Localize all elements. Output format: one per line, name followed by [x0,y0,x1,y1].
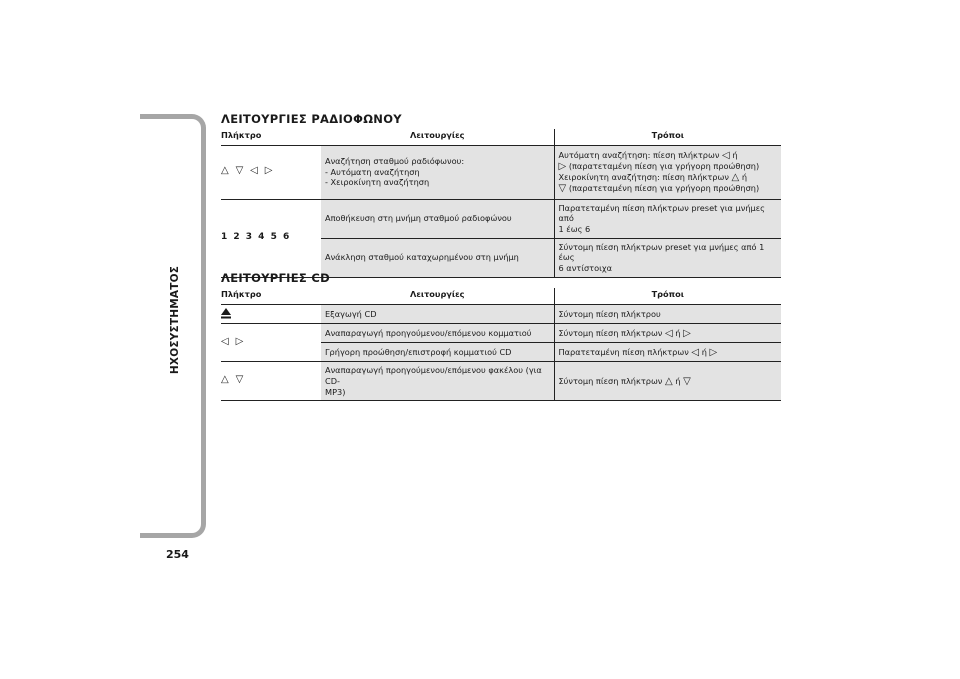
function-line: Αναπαραγωγή προηγούμενου/επόμενου φακέλου (για CD- [325,365,542,386]
down-arrow-icon: ▽ [235,374,244,386]
up-arrow-icon: △ [731,172,740,184]
key-cell [221,362,321,401]
left-arrow-icon: ◁ [221,336,229,347]
function-cell: Αποθήκευση στη μνήμη σταθμού ραδιοφώνου [321,199,554,238]
function-cell: Ανάκληση σταθμού καταχωρημένου στη μνήμη [321,238,554,277]
table-row [221,324,781,343]
radio-section-title: ΛΕΙΤΟΥΡΓΙΕΣ ΡΑΔΙΟΦΩΝΟΥ [221,112,402,126]
key-cell [221,324,321,362]
function-line: MP3) [325,386,346,397]
function-line: Αναζήτηση σταθμού ραδιόφωνου: [325,156,465,167]
table-row [221,199,781,238]
table-row [221,145,781,199]
mode-cell: Σύντομη πίεση πλήκτρου [554,304,781,324]
mode-line: 1 έως 6 [558,223,591,234]
header-mode: Τρόποι [554,288,781,304]
table-row [221,362,781,401]
mode-text: Χειροκίνητη αναζήτηση: πίεση πλήκτρων [558,172,729,183]
down-arrow-icon: ▽ [235,165,244,177]
right-arrow-icon: ▷ [683,327,691,339]
mode-text: Σύντομη πίεση πλήκτρων [558,375,663,386]
function-line: - Αυτόματη αναζήτηση [325,166,420,177]
down-arrow-icon: ▽ [558,183,567,195]
mode-text: Παρατεταμένη πίεση πλήκτρων [558,346,689,357]
eject-icon [221,308,231,319]
mode-text: ή [732,150,738,161]
function-cell: Αναπαραγωγή προηγούμενου/επόμενου κομματιού [321,324,554,343]
cd-table [221,288,781,401]
mode-cell [554,199,781,238]
mode-text: ή [741,172,748,183]
up-arrow-icon: △ [664,375,673,387]
left-arrow-icon: ◁ [722,150,730,162]
function-cell: Γρήγορη προώθηση/επιστροφή κομματιού CD [321,343,554,362]
function-line: - Χειροκίνητη αναζήτηση [325,177,430,188]
mode-text: ή [701,346,707,357]
right-arrow-icon: ▷ [709,346,718,358]
function-cell [321,362,554,401]
mode-text: (παρατεταμένη πίεση για γρήγορη προώθηση) [568,183,760,194]
header-function: Λειτουργίες [321,288,554,304]
header-key: Πλήκτρο [221,129,321,145]
key-cell [221,304,321,324]
mode-line: Σύντομη πίεση πλήκτρων preset για μνήμες από 1 έως [558,241,765,263]
up-arrow-icon: △ [221,165,229,177]
chapter-title: ΗΧΟΣΥΣΤΗΜΑΤΟΣ [169,265,181,375]
radio-table-header [221,129,781,145]
left-arrow-icon: ◁ [664,327,673,339]
mode-cell [554,343,781,362]
cd-section-title: ΛΕΙΤΟΥΡΓΙΕΣ CD [221,271,330,285]
mode-cell [554,145,781,199]
mode-text: (παρατεταμένη πίεση για γρήγορη προώθηση) [568,161,760,172]
down-arrow-icon: ▽ [683,375,691,387]
mode-cell [554,324,781,343]
page-number: 254 [166,548,189,561]
cd-section [221,271,781,401]
preset-keys: 1 2 3 4 5 6 [221,199,321,277]
left-arrow-icon: ◁ [691,346,700,358]
right-arrow-icon: ▷ [235,336,244,347]
function-cell: Εξαγωγή CD [321,304,554,324]
radio-section [221,112,781,278]
mode-text: ή [675,375,681,386]
right-arrow-icon: ▷ [558,161,567,173]
header-key: Πλήκτρο [221,288,321,304]
up-arrow-icon: △ [221,374,229,386]
header-function: Λειτουργίες [321,129,554,145]
key-cell [221,145,321,199]
mode-text: ή [675,327,681,338]
mode-text: Αυτόματη αναζήτηση: πίεση πλήκτρων [558,150,720,161]
radio-table [221,129,781,278]
table-row [221,304,781,324]
mode-line: 6 αντίστοιχα [558,262,613,273]
header-mode: Τρόποι [554,129,781,145]
left-arrow-icon: ◁ [250,165,258,177]
right-arrow-icon: ▷ [264,165,273,177]
function-cell [321,145,554,199]
cd-table-header [221,288,781,304]
mode-cell [554,362,781,401]
mode-text: Σύντομη πίεση πλήκτρων [558,327,663,338]
mode-line: Παρατεταμένη πίεση πλήκτρων preset για μνήμες από [558,202,765,224]
